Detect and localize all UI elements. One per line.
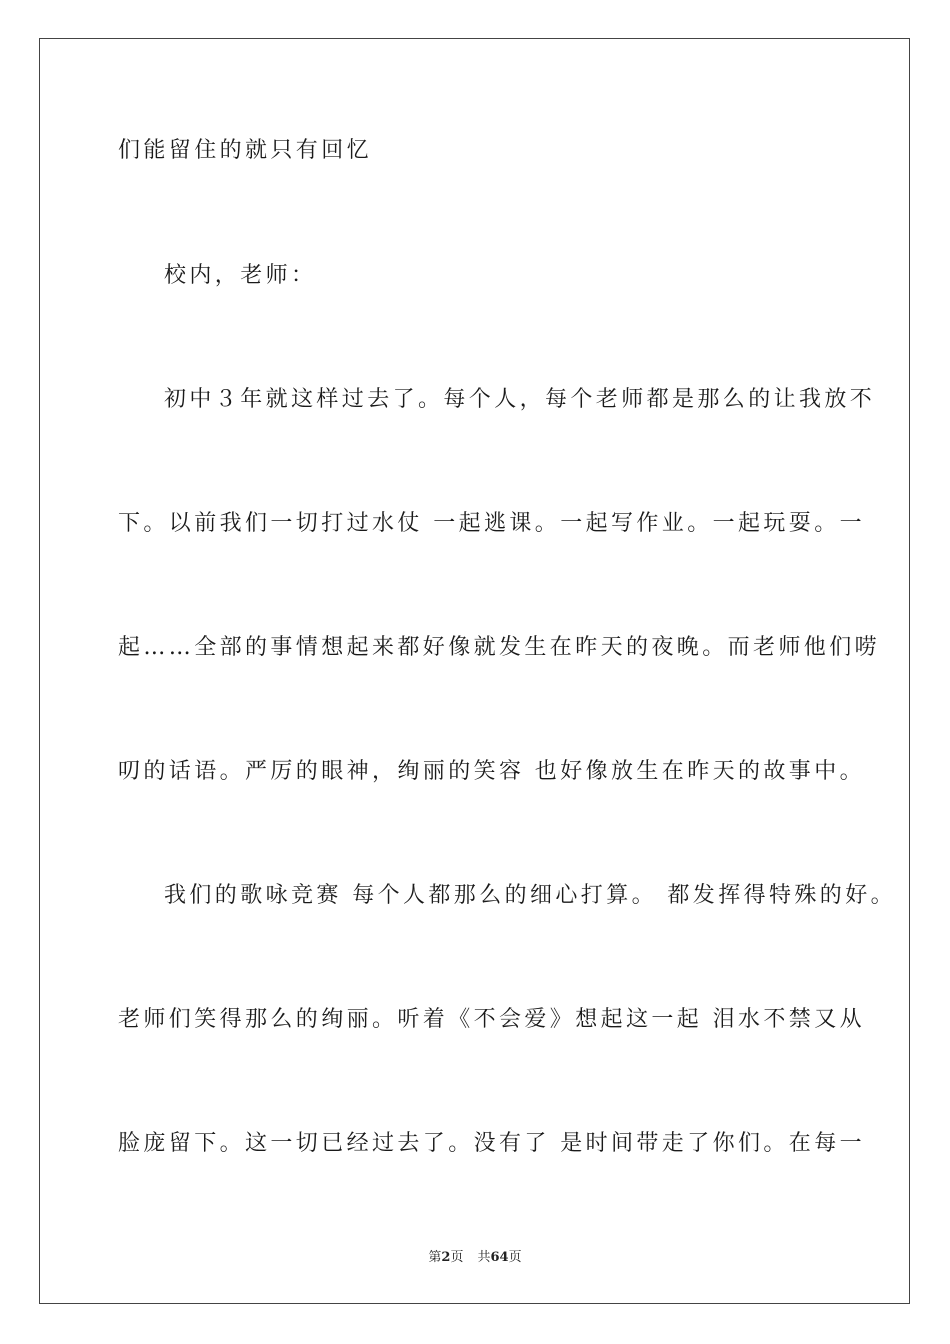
- text-line: 老师们笑得那么的绚丽。听着《不会爱》想起这一起 泪水不禁又从: [118, 1007, 865, 1032]
- total-suffix: 页: [508, 1250, 522, 1265]
- page-suffix: 页: [450, 1250, 464, 1265]
- page-number: 2: [441, 1250, 451, 1265]
- text-line: 叨的话语。严厉的眼神，绚丽的笑容 也好像放生在昨天的故事中。: [118, 759, 865, 784]
- page-footer: [0, 1246, 950, 1265]
- text-line: 起……全部的事情想起来都好像就发生在昨天的夜晚。而老师他们唠: [118, 635, 881, 660]
- page-border: [39, 38, 910, 1304]
- text-line: 们能留住的就只有回忆: [118, 138, 373, 163]
- text-line: 下。以前我们一切打过水仗 一起逃课。一起写作业。一起玩耍。一: [118, 511, 865, 536]
- text-line: 校内，老师：: [164, 263, 317, 288]
- text-line: 脸庞留下。这一切已经过去了。没有了 是时间带走了你们。在每一: [118, 1131, 865, 1156]
- text-line: 我们的歌咏竞赛 每个人都那么的细心打算。 都发挥得特殊的好。: [164, 883, 896, 908]
- total-pages: 64: [490, 1250, 509, 1265]
- total-prefix: 共: [477, 1250, 491, 1265]
- text-line: 初中３年就这样过去了。每个人，每个老师都是那么的让我放不: [164, 387, 876, 412]
- page-prefix: 第: [428, 1250, 442, 1265]
